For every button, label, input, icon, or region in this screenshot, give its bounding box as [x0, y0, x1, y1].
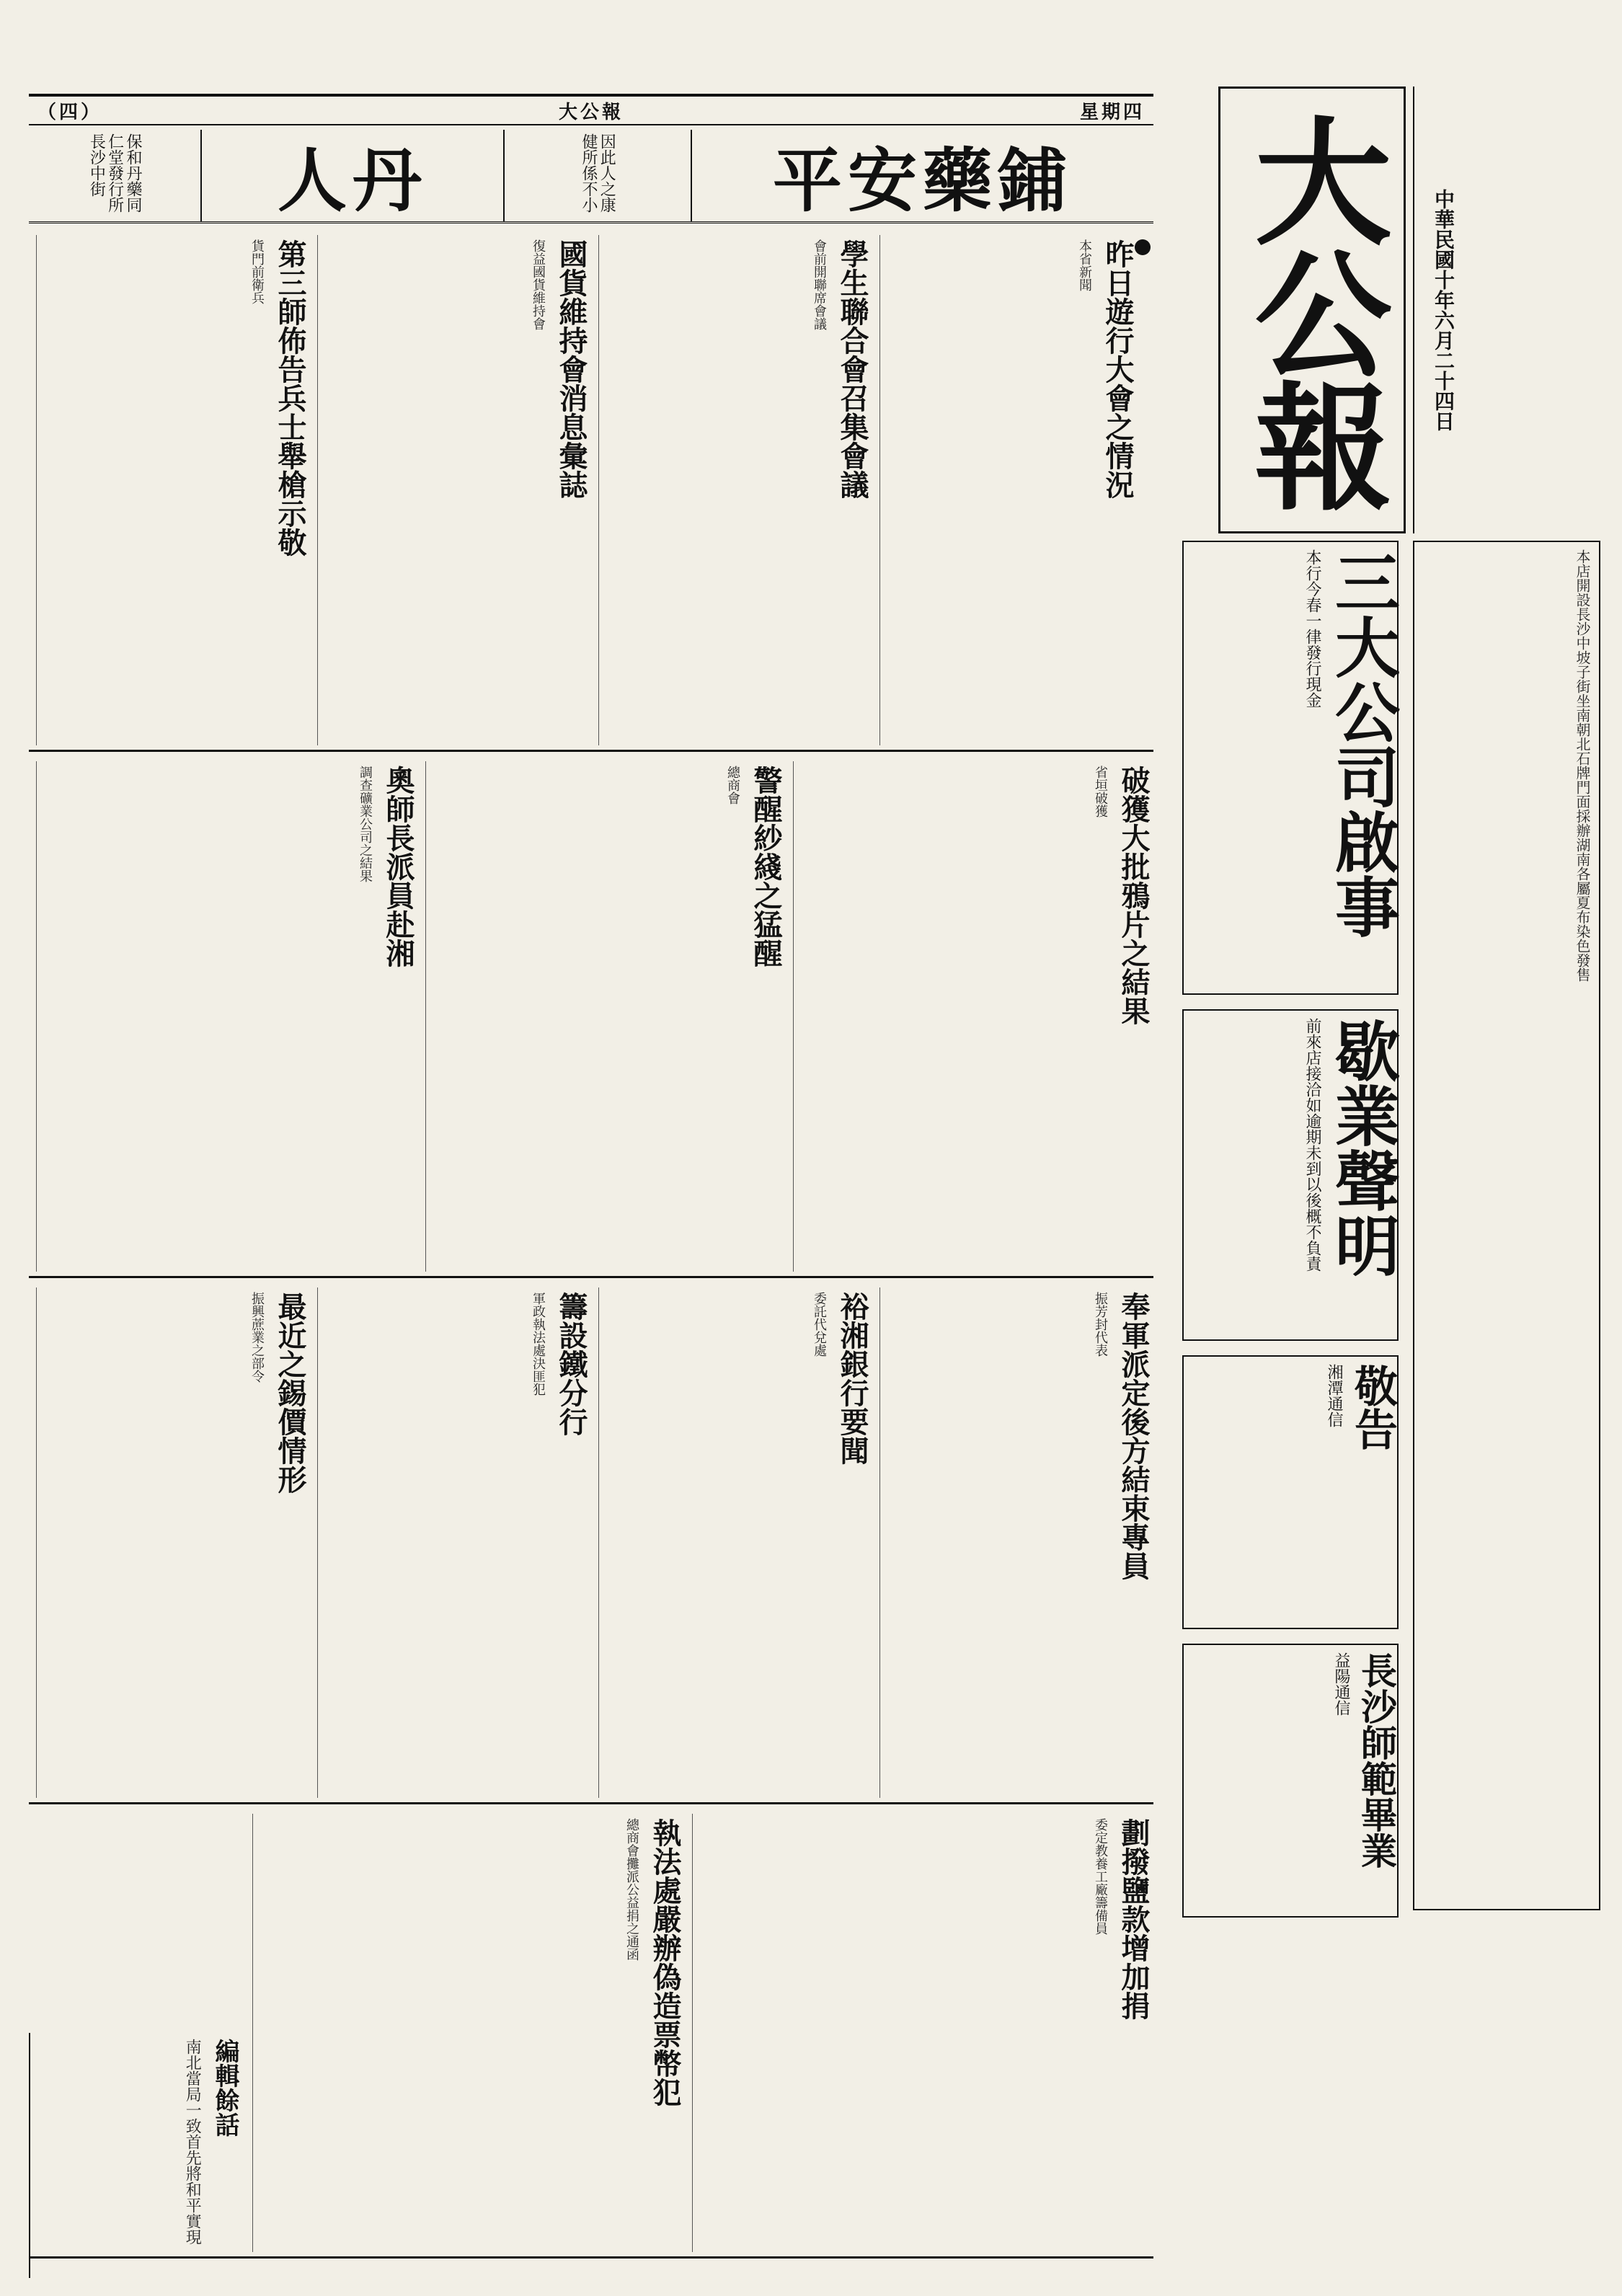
notice-company: 三大公司啟事 本行今春一律發行現金 — [1182, 541, 1399, 995]
article-row-3 — [29, 1283, 1153, 1804]
article-9: 裕湘銀行要聞 委託代兌處 — [598, 1287, 872, 1798]
ad-text-left: 保和丹藥同仁堂發行所長沙中街 — [29, 130, 202, 221]
article-11: 最近之錫價情形 振興蔗業之部令 — [36, 1287, 310, 1798]
advertisement-row — [29, 130, 1153, 223]
header-paper-name: 大公報 — [558, 101, 624, 123]
notice-closure: 歇業聲明 前來店接洽如逾期未到以後概不負責 — [1182, 1009, 1399, 1341]
shop-advertisement: 本店開設長沙中坡子街坐南朝北石牌門面採辦湖南各屬夏布染色發售 — [1413, 541, 1600, 1910]
article-row-1 — [29, 231, 1153, 752]
article-area — [29, 231, 1153, 2264]
date-line: 中華民國十年六月二十四日 — [1413, 87, 1458, 533]
masthead-title: 大公報 — [1232, 111, 1393, 509]
article-7: 奧師長派員赴湘 調查礦業公司之結果 — [36, 761, 418, 1272]
running-header — [29, 94, 1153, 125]
article-6: 警醒紗綫之猛醒 總商會 — [425, 761, 786, 1272]
section-bullet-icon — [1135, 239, 1151, 255]
article-row-2 — [29, 757, 1153, 1278]
editor-notes: 編輯餘話 南北當局一致首先將和平實現 — [29, 2033, 245, 2278]
article-1: 昨日遊行大會之情況 本省新聞 — [879, 235, 1153, 745]
article-4: 第三師佈告兵士舉槍示敬 貨門前衛兵 — [36, 235, 310, 745]
article-8: 奉軍派定後方結束專員 振芳封代表 — [879, 1287, 1153, 1798]
header-weekday: 星期四 — [1079, 101, 1145, 123]
notice-graduation: 長沙師範畢業 益陽通信 — [1182, 1644, 1399, 1918]
ad-product: 平安藥鋪 — [773, 140, 1073, 221]
article-13: 執法處嚴辦偽造票幣犯 總商會攤派公益捐之通函 — [252, 1814, 685, 2252]
ad-main-brand: 人丹 — [202, 130, 505, 221]
masthead — [1218, 87, 1406, 533]
notice-announcement: 敬告 湘潭通信 — [1182, 1355, 1399, 1629]
page-number: （四） — [37, 101, 103, 123]
article-3: 國貨維持會消息彙誌 復益國貨維持會 — [317, 235, 591, 745]
article-2: 學生聯合會召集會議 會前開聯席會議 — [598, 235, 872, 745]
article-5: 破獲大批鴉片之結果 省垣破獲 — [793, 761, 1153, 1272]
article-10: 籌設鐵分行 軍政執法處決匪犯 — [317, 1287, 591, 1798]
ad-text-middle: 因此人之康健所係不小 — [505, 130, 692, 221]
article-12: 劃撥鹽款增加捐 委定教養工廠籌備員 — [692, 1814, 1153, 2252]
